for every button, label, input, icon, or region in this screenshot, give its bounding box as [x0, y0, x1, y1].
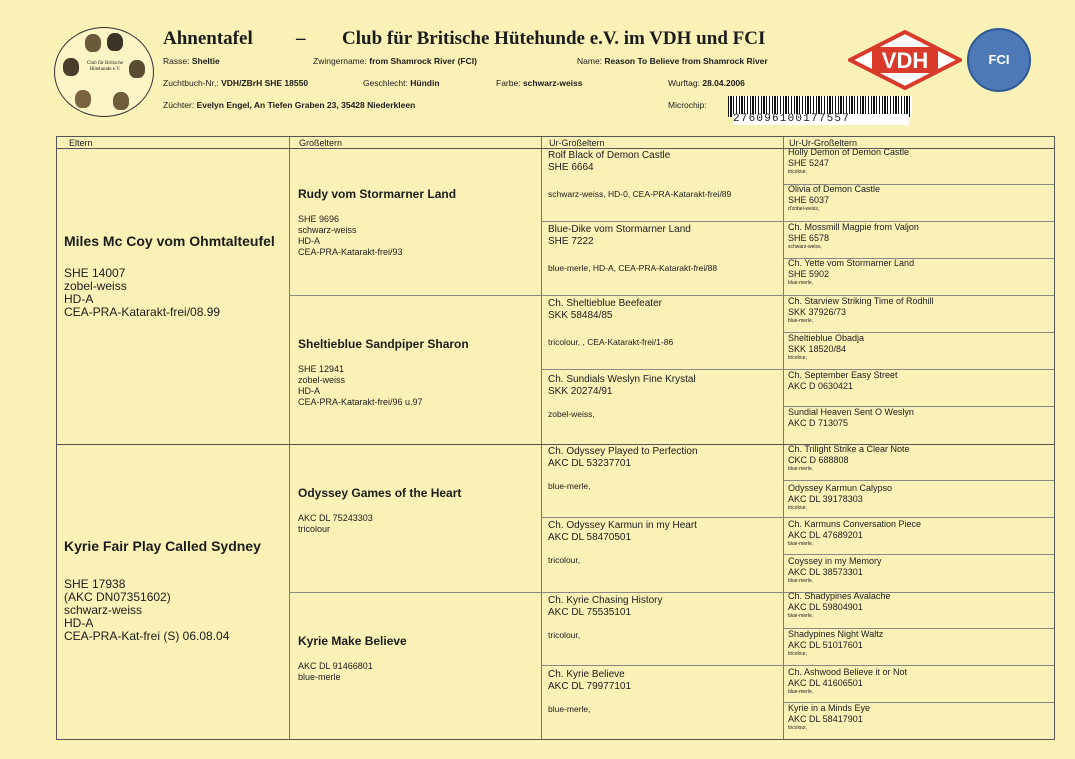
great-grandparent-2: Blue-Dike vom Stormarner Land SHE 7222 blue-merle, HD-A, CEA-PRA-Katarakt-frei/88	[548, 224, 718, 273]
vdh-logo	[848, 30, 962, 90]
great-great-grandparent-11: Ch. Karmuns Conversation Piece AKC DL 47689201 blue-merle,	[788, 519, 922, 547]
great-great-grandparent-6: Sheltieblue Obadja SKK 18520/84 tricolour,	[788, 333, 865, 361]
great-great-grandparent-7: Ch. September Easy Street AKC D 0630421	[788, 370, 898, 391]
title-ahnentafel: Ahnentafel	[163, 28, 253, 49]
column-header-urgrosseltern: Ur-Großeltern	[549, 138, 605, 148]
great-great-grandparent-13: Ch. Shadypines Avalache AKC DL 59804901 blue-merle,	[788, 591, 891, 619]
fci-logo-text: FCI	[988, 52, 1010, 67]
great-grandparent-8: Ch. Kyrie Believe AKC DL 79977101 blue-merle,	[548, 669, 632, 714]
dog-head-icon	[107, 33, 123, 51]
great-grandparent-4: Ch. Sundials Weslyn Fine Krystal SKK 20274/91 zobel-weiss,	[548, 374, 696, 419]
great-great-grandparent-12: Coyssey in my Memory AKC DL 38573301 blue-merle,	[788, 556, 882, 584]
title-dash: –	[296, 28, 306, 49]
field-geschlecht: Geschlecht: Hündin	[363, 78, 440, 88]
great-great-grandparent-9: Ch. Trilight Strike a Clear Note CKC D 688808 blue-merle,	[788, 444, 910, 472]
grandparent-3: Odyssey Games of the Heart AKC DL 75243303 tricolour	[298, 486, 462, 534]
field-farbe: Farbe: schwarz-weiss	[496, 78, 583, 88]
great-grandparent-1: Rolf Black of Demon Castle SHE 6664 schwarz-weiss, HD-0, CEA-PRA-Katarakt-frei/89	[548, 150, 732, 199]
column-header-eltern: Eltern	[69, 138, 93, 148]
field-rasse: Rasse: Sheltie	[163, 56, 220, 66]
dog-head-icon	[113, 92, 129, 110]
parent-dam: Kyrie Fair Play Called Sydney SHE 17938 (AKC DN07351602) schwarz-weiss HD-A CEA-PRA-Kat-frei (S) 06.08.04	[64, 538, 261, 643]
great-great-grandparent-10: Odyssey Karmun Calypso AKC DL 39178303 tricolour,	[788, 483, 893, 511]
grandparent-2: Sheltieblue Sandpiper Sharon SHE 12941 zobel-weiss HD-A CEA-PRA-Katarakt-frei/96 u.97	[298, 337, 469, 407]
great-great-grandparent-2: Olivia of Demon Castle SHE 6037 d'zobel-weiss,	[788, 184, 881, 212]
field-wurftag: Wurftag: 28.04.2006	[668, 78, 745, 88]
great-grandparent-7: Ch. Kyrie Chasing History AKC DL 75535101 tricolour,	[548, 595, 663, 640]
page-title	[163, 28, 766, 50]
club-logo	[54, 27, 154, 117]
dog-head-icon	[75, 90, 91, 108]
field-zuechter: Züchter: Evelyn Engel, An Tiefen Graben 23, 35428 Niederkleen	[163, 100, 416, 110]
microchip-number: 276096100177557	[733, 114, 909, 125]
great-great-grandparent-8: Sundial Heaven Sent O Weslyn AKC D 713075	[788, 407, 914, 428]
field-zuchtbuch: Zuchtbuch-Nr.: VDH/ZBrH SHE 18550	[163, 78, 309, 88]
vdh-logo-text: VDH	[881, 48, 929, 73]
column-header-grosseltern: Großeltern	[299, 138, 343, 148]
great-grandparent-3: Ch. Sheltieblue Beefeater SKK 58484/85 tricolour, , CEA-Katarakt-frei/1-86	[548, 298, 674, 347]
parent-sire: Miles Mc Coy vom Ohmtalteufel SHE 14007 zobel-weiss HD-A CEA-PRA-Katarakt-frei/08.99	[64, 233, 275, 319]
dog-head-icon	[85, 34, 101, 52]
field-microchip-label: Microchip:	[668, 100, 707, 110]
great-grandparent-5: Ch. Odyssey Played to Perfection AKC DL 53237701 blue-merle,	[548, 446, 698, 491]
fci-logo	[967, 28, 1031, 92]
title-club: Club für Britische Hütehunde e.V. im VDH und FCI	[342, 28, 766, 49]
grandparent-4: Kyrie Make Believe AKC DL 91466801 blue-merle	[298, 634, 407, 682]
great-great-grandparent-15: Ch. Ashwood Believe it or Not AKC DL 41606501 blue-merle,	[788, 667, 908, 695]
pedigree-table	[56, 136, 1055, 740]
great-great-grandparent-3: Ch. Mossmill Magpie from Valjon SHE 6578 schwarz-weiss,	[788, 222, 919, 250]
great-grandparent-6: Ch. Odyssey Karmun in my Heart AKC DL 58470501 tricolour,	[548, 520, 697, 565]
column-header-ururgrosseltern: Ur-Ur-Großeltern	[789, 138, 858, 148]
logo-text: Club für Britische Hütehunde e.V.	[86, 61, 124, 72]
field-name: Name: Reason To Believe from Shamrock River	[577, 56, 768, 66]
great-great-grandparent-16: Kyrie in a Minds Eye AKC DL 58417901 tricolour,	[788, 703, 871, 731]
field-zwingername: Zwingername: from Shamrock River (FCI)	[313, 56, 477, 66]
great-great-grandparent-4: Ch. Yette vom Stormarner Land SHE 5902 blue-merle,	[788, 258, 915, 286]
great-great-grandparent-14: Shadypines Night Waltz AKC DL 51017601 tricolour,	[788, 629, 884, 657]
great-great-grandparent-1: Holly Demon of Demon Castle SHE 5247 tricolour,	[788, 147, 910, 175]
great-great-grandparent-5: Ch. Starview Striking Time of Rodhill SKK 37926/73 blue-merle,	[788, 296, 934, 324]
grandparent-1: Rudy vom Stormarner Land SHE 9696 schwarz-weiss HD-A CEA-PRA-Katarakt-frei/93	[298, 187, 457, 257]
